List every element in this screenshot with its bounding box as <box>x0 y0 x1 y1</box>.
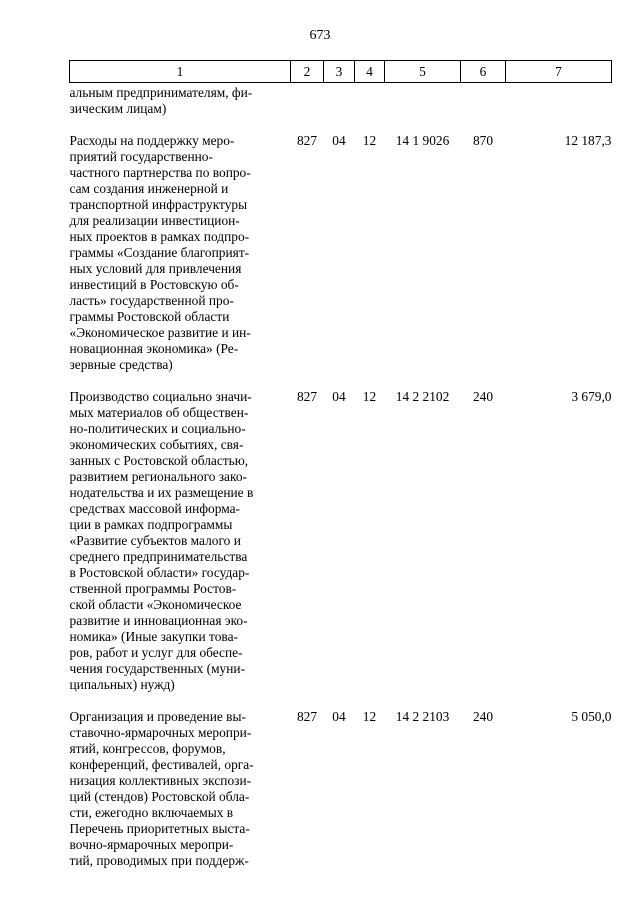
description-line: развитием регионального зако- <box>69 469 247 484</box>
description-line: номика» (Иные закупки това- <box>69 629 238 644</box>
description-line: зервные средства) <box>69 357 173 372</box>
cell-amount: 3 679,0 <box>571 389 612 404</box>
description-line: тий, проводимых при поддерж- <box>69 853 249 868</box>
description-line: ций (стендов) Ростовской обла- <box>69 789 250 804</box>
description-line: ласть» государственной про- <box>69 293 234 308</box>
description-line: транспортной инфраструктуры <box>69 197 248 212</box>
column-header-2: 2 <box>291 61 324 83</box>
cell-section: 04 <box>332 709 346 724</box>
cell-section: 04 <box>332 389 346 404</box>
column-header-1: 1 <box>70 61 291 83</box>
description-line: развитие и инновационная эко- <box>69 613 248 628</box>
description-line: инвестиций в Ростовскую об- <box>69 277 239 292</box>
table-row <box>70 389 612 709</box>
description-line: чения государственных (муни- <box>69 661 246 676</box>
row-description <box>70 709 291 885</box>
description-line: ров, работ и услуг для обеспе- <box>69 645 243 660</box>
description-line: «Развитие субъектов малого и <box>69 533 241 548</box>
cell-subsection: 12 <box>362 709 377 724</box>
description-line: ятий, конгрессов, форумов, <box>69 741 226 756</box>
row-description <box>70 389 291 709</box>
cell-expense-type <box>461 83 506 134</box>
description-line: для реализации инвестицион- <box>69 213 240 228</box>
page-number: 673 <box>309 28 331 43</box>
cell-section <box>324 83 355 134</box>
description-line: экономических событиях, свя- <box>69 437 244 452</box>
description-line: занных с Ростовской областью, <box>69 453 249 468</box>
column-header-3: 3 <box>324 61 355 83</box>
description-line: ных условий для привлечения <box>69 261 242 276</box>
description-line: Организация и проведение вы- <box>69 709 246 724</box>
cell-ministry: 827 <box>296 709 318 724</box>
description-line: средствах массовой информа- <box>69 501 240 516</box>
description-line: ской области «Экономическое <box>69 597 242 612</box>
table-row <box>70 709 612 885</box>
description-line: ственной программы Ростов- <box>69 581 237 596</box>
budget-table <box>69 60 612 885</box>
description-line: зическим лицам) <box>69 101 167 116</box>
description-line: граммы «Создание благоприят- <box>69 245 250 260</box>
description-line: Расходы на поддержку меро- <box>69 133 235 148</box>
description-line: низация коллективных экспози- <box>69 773 252 788</box>
cell-expense-type: 240 <box>472 709 494 724</box>
description-line: сам создания инженерной и <box>69 181 229 196</box>
cell-amount: 12 187,3 <box>564 133 612 148</box>
description-line: мых материалов об обществен- <box>69 405 249 420</box>
row-description <box>70 83 291 134</box>
cell-expense-type: 870 <box>472 133 494 148</box>
description-line: ных проектов в рамках подпро- <box>69 229 250 244</box>
description-line: нодательства и их размещение в <box>69 485 254 500</box>
row-description <box>70 133 291 389</box>
description-line: но-политических и социально- <box>69 421 246 436</box>
cell-subsection: 12 <box>362 133 377 148</box>
description-line: альным предпринимателям, фи- <box>69 85 253 100</box>
cell-target-article: 14 2 2103 <box>395 709 450 724</box>
cell-ministry <box>291 83 324 134</box>
cell-subsection <box>355 83 385 134</box>
cell-target-article: 14 2 2102 <box>395 389 450 404</box>
description-line: ставочно-ярмарочных меропри- <box>69 725 252 740</box>
description-line: новационная экономика» (Ре- <box>69 341 239 356</box>
cell-section: 04 <box>332 133 346 148</box>
description-line: среднего предпринимательства <box>69 549 248 564</box>
cell-subsection: 12 <box>362 389 377 404</box>
description-line: сти, ежегодно включаемых в <box>69 805 234 820</box>
header-row <box>70 61 612 83</box>
table-row <box>70 133 612 389</box>
description-line: в Ростовской области» государ- <box>69 565 250 580</box>
description-line: ции в рамках подпрограммы <box>69 517 233 532</box>
description-line: вочно-ярмарочных меропри- <box>69 837 234 852</box>
description-line: конференций, фестивалей, орга- <box>69 757 254 772</box>
cell-ministry: 827 <box>296 133 318 148</box>
column-header-7: 7 <box>506 61 612 83</box>
cell-ministry: 827 <box>296 389 318 404</box>
description-line: «Экономическое развитие и ин- <box>69 325 251 340</box>
cell-amount <box>506 83 612 134</box>
description-line: приятий государственно- <box>69 149 213 164</box>
description-line: Производство социально значи- <box>69 389 252 404</box>
description-line: частного партнерства по вопро- <box>69 165 251 180</box>
column-header-5: 5 <box>385 61 461 83</box>
description-line: граммы Ростовской области <box>69 309 230 324</box>
cell-amount: 5 050,0 <box>571 709 612 724</box>
cell-target-article: 14 1 9026 <box>395 133 450 148</box>
cell-expense-type: 240 <box>472 389 494 404</box>
cell-target-article <box>385 83 461 134</box>
column-header-6: 6 <box>461 61 506 83</box>
description-line: Перечень приоритетных выста- <box>69 821 250 836</box>
column-header-4: 4 <box>355 61 385 83</box>
table-row <box>70 83 612 134</box>
description-line: ципальных) нужд) <box>69 677 175 692</box>
